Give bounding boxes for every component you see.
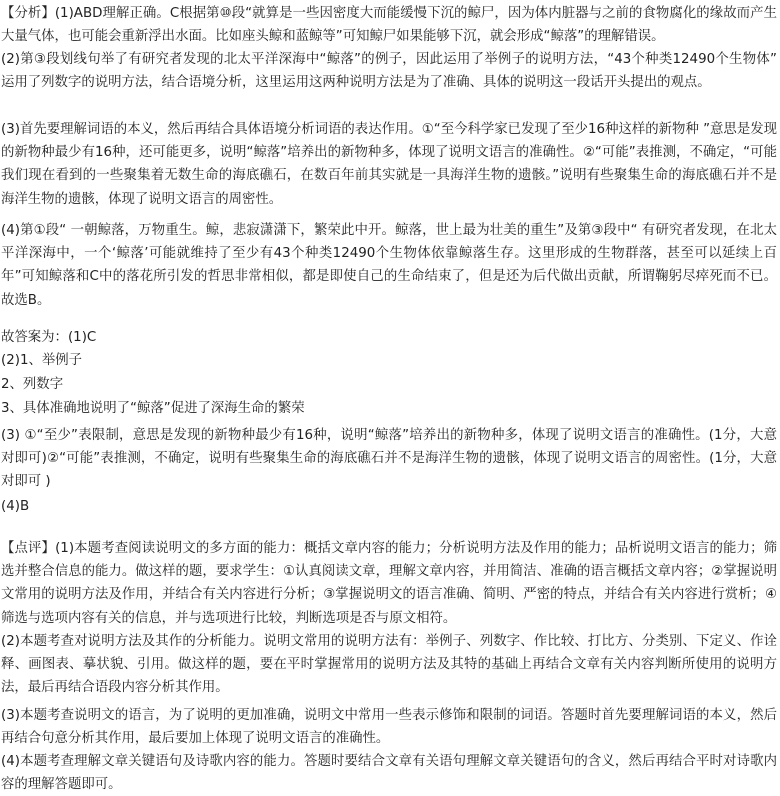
answer-2-line-3: 3、具体准确地说明了“鲸落”促进了深海生命的繁荣	[1, 401, 305, 416]
comment-part-2: (2)本题考查对说明方法及其作的分析能力。说明文常用的说明方法有：举例子、列数字、作比较、打比方、分类别、下定义、作诠释、画图表、摹状貌、引用。做这样的题，要在平时掌握常用的说明方法及其特的基础上再结合文章有关内容判断所使用的说明方法，最后再结合语段内容分析其作用。	[1, 634, 777, 696]
analysis-part-1: 【分析】(1)ABD理解正确。C根据第⑩段“就算是一些因密度大而能缓慢下沉的鲸尸，因为体内脏器与之前的食物腐化的缘故而产生大量气体，也可能会重新浮出水面。比如座头鲸和蓝鲸等”可知鲸尸如果能够下沉，就会形成“鲸落”的理解错误。	[1, 6, 777, 45]
analysis-part-2: (2)第③段划线句举了有研究者发现的北太平洋深海中“鲸落”的例子，因此运用了举例子的说明方法，“43个种类12490个生物体” 运用了列数字的说明方法，结合语境分析，这里运用这两种说明方法是为了准确、具体的说明这一段话开头提出的观点。	[1, 52, 777, 91]
analysis-part-4: (4)第①段“ 一朝鲸落，万物重生。鲸，悲寂潇潇下，繁荣此中开。鲸落，世上最为壮美的重生”及第③段中“ 有研究者发现，在北太平洋深海中，一个‘鲸落’可能就维持了至少有43个种类12490个生物体依靠鲸落生存。这里形成的生物群落，甚至可以延续上百年”可知鲸落和C中的落花所引发的哲思非常相似，都是即使自己的生命结束了，但是还为后代做出贡献，所谓鞠躬尽瘁死而不已。故选B。	[1, 223, 777, 308]
answer-3: (3) ①“至少”表限制，意思是发现的新物种最少有16种，说明“鲸落”培养出的新物种多，体现了说明文语言的准确性。(1分，大意对即可)②“可能”表推测，不确定，说明有些聚集生命的海底礁石并不是海洋生物的遗骸，体现了说明文语言的周密性。(1分，大意对即可 )	[1, 428, 777, 490]
answer-2-line-1: (2)1、举例子	[1, 353, 83, 368]
comment-part-1: 【点评】(1)本题考查阅读说明文的多方面的能力：概括文章内容的能力；分析说明方法及作用的能力；品析说明文语言的能力；筛选并整合信息的能力。做这样的题，要求学生：①认真阅读文章，理解文章内容，并用简洁、准确的语言概括文章内容；②掌握说明文常用的说明方法及作用，并结合有关内容进行分析；③掌握说明文的语言准确、简明、严密的特点，并结合有关内容进行赏析；④筛选与选项内容有关的信息，并与选项进行比较，判断选项是否与原文相符。	[1, 541, 777, 626]
analysis-part-3: (3)首先要理解词语的本义，然后再结合具体语境分析词语的表达作用。①“至今科学家已发现了至少16种这样的新物种 ”意思是发现的新物种最少有16种，还可能更多，说明“鲸落”培养出的新物种多，体现了说明文语言的准确性。②“可能”表推测，不确定，“可能我们现在看到的一些聚集着无数生命的海底礁石，在数百年前其实就是一具海洋生物的遗骸。”说明有些聚集生命的海底礁石并不是海洋生物的遗骸，体现了说明文语言的周密性。	[1, 122, 777, 207]
answer-4: (4)B	[1, 499, 30, 514]
answer-title: 故答案为：(1)C	[1, 330, 97, 345]
answer-2-line-2: 2、列数字	[1, 377, 64, 392]
comment-part-4: (4)本题考查理解文章关键语句及诗歌内容的能力。答题时要结合文章有关语句理解文章关键语句的含义，然后再结合平时对诗歌内容的理解答题即可。	[1, 754, 777, 793]
comment-part-3: (3)本题考查说明文的语言，为了说明的更加准确，说明文中常用一些表示修饰和限制的词语。答题时首先要理解词语的本义，然后再结合句意分析其作用，最后要加上体现了说明文语言的准确性。	[1, 708, 777, 747]
